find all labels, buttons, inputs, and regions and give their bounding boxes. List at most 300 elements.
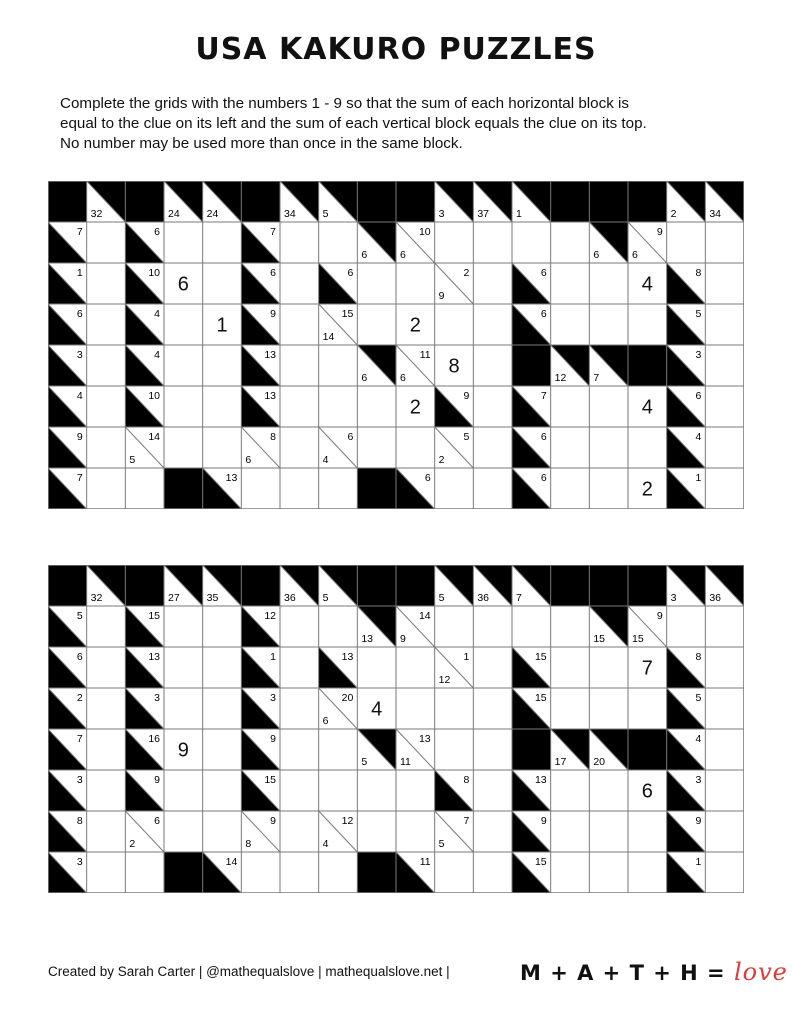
clue-cell <box>125 688 164 729</box>
clue-cell <box>48 304 87 345</box>
answer-cell[interactable] <box>667 606 706 647</box>
answer-cell[interactable] <box>473 427 512 468</box>
clue-cell <box>512 304 551 345</box>
across-clue: 8 <box>463 774 470 786</box>
down-clue: 11 <box>400 756 411 768</box>
clue-cell <box>48 647 87 688</box>
answer-cell[interactable] <box>357 770 396 811</box>
across-clue: 8 <box>270 431 276 443</box>
answer-cell[interactable] <box>473 222 512 263</box>
answer-cell[interactable] <box>667 222 706 263</box>
answer-cell[interactable] <box>512 222 551 263</box>
clue-cell <box>667 468 706 509</box>
answer-cell[interactable] <box>357 263 396 304</box>
clue-cell <box>512 263 551 304</box>
answer-cell[interactable] <box>473 729 512 770</box>
answer-cell[interactable] <box>551 647 590 688</box>
across-clue: 6 <box>76 651 83 663</box>
answer-cell[interactable] <box>164 345 203 386</box>
answer-cell[interactable] <box>589 427 628 468</box>
across-clue: 6 <box>154 815 160 827</box>
answer-cell[interactable] <box>628 852 667 893</box>
clue-cell <box>589 729 628 770</box>
clue-cell <box>473 181 512 222</box>
across-clue: 3 <box>695 349 702 361</box>
answer-cell[interactable] <box>705 770 744 811</box>
across-clue: 4 <box>76 390 83 402</box>
across-clue: 5 <box>463 431 470 443</box>
answer-cell[interactable] <box>203 304 242 345</box>
math-equals-love-logo <box>520 958 788 988</box>
answer-cell[interactable] <box>357 427 396 468</box>
clue-cell <box>357 222 396 263</box>
answer-cell[interactable] <box>203 688 242 729</box>
answer-cell[interactable] <box>551 468 590 509</box>
clue-cell <box>125 647 164 688</box>
answer-cell[interactable] <box>473 386 512 427</box>
answer-cell[interactable] <box>357 386 396 427</box>
down-clue: 5 <box>361 756 368 768</box>
answer-cell[interactable] <box>280 688 319 729</box>
across-clue: 11 <box>419 856 431 868</box>
down-clue: 2 <box>438 454 445 466</box>
answer-cell[interactable] <box>396 263 435 304</box>
clue-cell <box>241 304 280 345</box>
clue-cell <box>241 647 280 688</box>
down-clue: 9 <box>400 633 406 645</box>
down-clue: 6 <box>245 454 252 466</box>
across-clue: 11 <box>419 349 431 361</box>
clue-cell <box>125 386 164 427</box>
answer-cell[interactable] <box>125 852 164 893</box>
answer-cell[interactable] <box>551 427 590 468</box>
answer-cell[interactable] <box>319 386 358 427</box>
down-clue: 7 <box>516 592 522 604</box>
answer-cell[interactable] <box>512 606 551 647</box>
clue-cell <box>435 181 474 222</box>
answer-cell[interactable] <box>87 263 126 304</box>
clue-cell <box>48 606 87 647</box>
across-clue: 10 <box>418 226 431 238</box>
clue-cell <box>512 181 551 222</box>
clue-cell <box>48 729 87 770</box>
black-cell <box>125 181 164 222</box>
answer-cell[interactable] <box>203 729 242 770</box>
across-clue: 3 <box>76 774 83 786</box>
across-clue: 9 <box>540 815 547 827</box>
across-clue: 7 <box>76 472 83 484</box>
clue-cell <box>667 729 706 770</box>
answer-cell[interactable] <box>628 688 667 729</box>
across-clue: 10 <box>148 390 160 402</box>
black-cell <box>551 565 590 606</box>
answer-cell[interactable] <box>705 345 744 386</box>
answer-cell[interactable] <box>551 688 590 729</box>
answer-cell[interactable] <box>241 468 280 509</box>
answer-cell[interactable] <box>280 606 319 647</box>
answer-cell[interactable] <box>87 770 126 811</box>
across-clue: 13 <box>534 774 547 786</box>
answer-cell[interactable] <box>705 647 744 688</box>
answer-cell[interactable] <box>705 222 744 263</box>
answer-cell[interactable] <box>551 263 590 304</box>
down-clue: 6 <box>400 249 406 261</box>
clue-cell <box>241 606 280 647</box>
answer-cell[interactable] <box>164 688 203 729</box>
answer-cell[interactable] <box>203 811 242 852</box>
answer-cell[interactable] <box>280 427 319 468</box>
answer-cell[interactable] <box>589 647 628 688</box>
across-clue: 7 <box>540 390 547 402</box>
instructions <box>60 94 750 154</box>
answer-cell[interactable] <box>396 647 435 688</box>
answer-cell[interactable] <box>203 386 242 427</box>
across-clue: 13 <box>341 651 354 663</box>
answer-cell[interactable] <box>628 304 667 345</box>
answer-cell[interactable] <box>473 811 512 852</box>
clue-cell <box>396 222 435 263</box>
clue-cell <box>705 565 744 606</box>
answer-cell[interactable] <box>87 386 126 427</box>
answer-cell[interactable] <box>473 263 512 304</box>
answer-cell[interactable] <box>357 811 396 852</box>
answer-cell[interactable] <box>164 427 203 468</box>
black-cell <box>628 565 667 606</box>
answer-cell[interactable] <box>705 852 744 893</box>
clue-cell <box>435 565 474 606</box>
answer-cell[interactable] <box>473 606 512 647</box>
clue-cell <box>667 427 706 468</box>
answer-cell[interactable] <box>164 729 203 770</box>
answer-cell[interactable] <box>473 770 512 811</box>
answer-cell[interactable] <box>203 263 242 304</box>
across-clue: 6 <box>424 472 431 484</box>
answer-cell[interactable] <box>280 729 319 770</box>
answer-cell[interactable] <box>164 811 203 852</box>
across-clue: 4 <box>154 349 160 361</box>
answer-cell[interactable] <box>396 427 435 468</box>
clue-cell <box>48 688 87 729</box>
down-clue: 6 <box>361 372 368 384</box>
answer-cell[interactable] <box>280 386 319 427</box>
clue-cell <box>319 427 358 468</box>
down-clue: 4 <box>322 454 329 466</box>
answer-cell[interactable] <box>435 852 474 893</box>
clue-cell <box>667 565 706 606</box>
answer-cell[interactable] <box>473 688 512 729</box>
answer-cell[interactable] <box>473 304 512 345</box>
answer-cell[interactable] <box>589 688 628 729</box>
across-clue: 20 <box>341 692 354 704</box>
answer-cell[interactable] <box>589 468 628 509</box>
answer-cell[interactable] <box>628 263 667 304</box>
down-clue: 24 <box>206 208 219 220</box>
down-clue: 37 <box>477 208 490 220</box>
across-clue: 9 <box>656 610 663 622</box>
across-clue: 9 <box>656 226 663 238</box>
across-clue: 2 <box>76 692 83 704</box>
answer-cell[interactable] <box>319 345 358 386</box>
clue-cell <box>435 811 474 852</box>
answer-cell[interactable] <box>551 770 590 811</box>
answer-cell[interactable] <box>589 304 628 345</box>
answer-cell[interactable] <box>628 386 667 427</box>
answer-cell[interactable] <box>87 852 126 893</box>
instructions-line-3: No number may be used more than once in the same block. <box>60 135 463 152</box>
answer-cell[interactable] <box>473 468 512 509</box>
answer-cell[interactable] <box>551 852 590 893</box>
answer-cell[interactable] <box>280 852 319 893</box>
answer-cell[interactable] <box>396 811 435 852</box>
answer-cell[interactable] <box>705 468 744 509</box>
clue-cell <box>241 427 280 468</box>
answer-cell[interactable] <box>435 729 474 770</box>
clue-cell <box>280 181 319 222</box>
given-number: 6 <box>177 273 189 296</box>
answer-cell[interactable] <box>125 468 164 509</box>
given-number: 9 <box>177 739 189 762</box>
black-cell <box>628 345 667 386</box>
answer-cell[interactable] <box>87 468 126 509</box>
across-clue: 6 <box>76 308 83 320</box>
across-clue: 10 <box>148 267 160 279</box>
clue-cell <box>435 770 474 811</box>
instructions-line-2: equal to the clue on its left and the sum of each vertical block equals the clue on its top. <box>60 115 647 132</box>
answer-cell[interactable] <box>705 304 744 345</box>
black-cell <box>551 181 590 222</box>
clue-cell <box>396 345 435 386</box>
answer-cell[interactable] <box>589 852 628 893</box>
clue-cell <box>203 468 242 509</box>
across-clue: 1 <box>76 267 83 279</box>
answer-cell[interactable] <box>164 386 203 427</box>
answer-cell[interactable] <box>87 688 126 729</box>
down-clue: 24 <box>168 208 180 220</box>
answer-cell[interactable] <box>551 222 590 263</box>
down-clue: 5 <box>322 592 329 604</box>
clue-cell <box>203 852 242 893</box>
across-clue: 9 <box>695 815 702 827</box>
answer-cell[interactable] <box>435 345 474 386</box>
answer-cell[interactable] <box>589 386 628 427</box>
black-cell <box>357 852 396 893</box>
across-clue: 3 <box>76 856 83 868</box>
answer-cell[interactable] <box>203 647 242 688</box>
answer-cell[interactable] <box>319 852 358 893</box>
clue-cell <box>512 565 551 606</box>
across-clue: 9 <box>270 308 276 320</box>
down-clue: 12 <box>554 372 567 384</box>
across-clue: 3 <box>76 349 83 361</box>
black-cell <box>241 181 280 222</box>
clue-cell <box>667 345 706 386</box>
answer-cell[interactable] <box>705 606 744 647</box>
answer-cell[interactable] <box>280 304 319 345</box>
answer-cell[interactable] <box>203 222 242 263</box>
across-clue: 13 <box>148 651 160 663</box>
answer-cell[interactable] <box>280 811 319 852</box>
answer-cell[interactable] <box>705 729 744 770</box>
answer-cell[interactable] <box>87 304 126 345</box>
answer-cell[interactable] <box>705 263 744 304</box>
answer-cell[interactable] <box>589 263 628 304</box>
answer-cell[interactable] <box>628 647 667 688</box>
answer-cell[interactable] <box>357 688 396 729</box>
clue-cell <box>512 647 551 688</box>
clue-cell <box>125 345 164 386</box>
across-clue: 6 <box>540 267 547 279</box>
across-clue: 15 <box>534 856 547 868</box>
answer-cell[interactable] <box>705 386 744 427</box>
answer-cell[interactable] <box>280 263 319 304</box>
answer-cell[interactable] <box>705 688 744 729</box>
answer-cell[interactable] <box>280 222 319 263</box>
clue-cell <box>241 222 280 263</box>
answer-cell[interactable] <box>705 811 744 852</box>
clue-cell <box>125 770 164 811</box>
answer-cell[interactable] <box>628 811 667 852</box>
answer-cell[interactable] <box>280 345 319 386</box>
answer-cell[interactable] <box>589 811 628 852</box>
down-clue: 15 <box>632 633 644 645</box>
answer-cell[interactable] <box>473 647 512 688</box>
answer-cell[interactable] <box>705 427 744 468</box>
answer-cell[interactable] <box>87 606 126 647</box>
given-number: 4 <box>641 396 653 419</box>
down-clue: 32 <box>90 592 103 604</box>
answer-cell[interactable] <box>435 304 474 345</box>
across-clue: 12 <box>341 815 354 827</box>
clue-cell <box>512 688 551 729</box>
clue-cell <box>48 468 87 509</box>
answer-cell[interactable] <box>319 729 358 770</box>
answer-cell[interactable] <box>628 770 667 811</box>
logo-letters: M + A + T + H = <box>520 961 726 985</box>
down-clue: 4 <box>322 838 329 850</box>
clue-cell <box>241 811 280 852</box>
down-clue: 5 <box>438 838 445 850</box>
answer-cell[interactable] <box>396 304 435 345</box>
clue-cell <box>435 263 474 304</box>
clue-cell <box>241 386 280 427</box>
down-clue: 1 <box>516 208 522 220</box>
answer-cell[interactable] <box>551 304 590 345</box>
answer-cell[interactable] <box>319 222 358 263</box>
answer-cell[interactable] <box>87 647 126 688</box>
answer-cell[interactable] <box>396 770 435 811</box>
across-clue: 13 <box>225 472 238 484</box>
answer-cell[interactable] <box>357 647 396 688</box>
clue-cell <box>241 770 280 811</box>
clue-cell <box>396 606 435 647</box>
across-clue: 8 <box>76 815 83 827</box>
answer-cell[interactable] <box>435 222 474 263</box>
across-clue: 14 <box>418 610 431 622</box>
answer-cell[interactable] <box>589 770 628 811</box>
clue-cell <box>473 565 512 606</box>
black-cell <box>396 565 435 606</box>
clue-cell <box>87 181 126 222</box>
black-cell <box>357 181 396 222</box>
answer-cell[interactable] <box>435 688 474 729</box>
answer-cell[interactable] <box>87 427 126 468</box>
answer-cell[interactable] <box>628 427 667 468</box>
across-clue: 13 <box>418 733 431 745</box>
black-cell <box>125 565 164 606</box>
answer-cell[interactable] <box>164 263 203 304</box>
answer-cell[interactable] <box>203 606 242 647</box>
across-clue: 15 <box>148 610 160 622</box>
page-title: USA KAKURO PUZZLES <box>195 32 597 67</box>
answer-cell[interactable] <box>164 304 203 345</box>
across-clue: 15 <box>534 651 547 663</box>
answer-cell[interactable] <box>164 647 203 688</box>
answer-cell[interactable] <box>396 688 435 729</box>
answer-cell[interactable] <box>164 606 203 647</box>
given-number: 1 <box>216 314 228 337</box>
answer-cell[interactable] <box>203 770 242 811</box>
clue-cell <box>48 345 87 386</box>
answer-cell[interactable] <box>319 468 358 509</box>
clue-cell <box>512 770 551 811</box>
answer-cell[interactable] <box>164 770 203 811</box>
answer-cell[interactable] <box>203 345 242 386</box>
answer-cell[interactable] <box>319 606 358 647</box>
clue-cell <box>667 647 706 688</box>
clue-cell <box>319 565 358 606</box>
answer-cell[interactable] <box>280 468 319 509</box>
answer-cell[interactable] <box>280 770 319 811</box>
answer-cell[interactable] <box>87 222 126 263</box>
clue-cell <box>667 386 706 427</box>
answer-cell[interactable] <box>87 345 126 386</box>
down-clue: 6 <box>400 372 406 384</box>
answer-cell[interactable] <box>87 811 126 852</box>
answer-cell[interactable] <box>280 647 319 688</box>
answer-cell[interactable] <box>628 468 667 509</box>
across-clue: 4 <box>154 308 160 320</box>
answer-cell[interactable] <box>241 852 280 893</box>
credit-text: Created by Sarah Carter | @mathequalslove | mathequalslove.net | <box>48 964 450 979</box>
answer-cell[interactable] <box>357 304 396 345</box>
down-clue: 9 <box>438 290 445 302</box>
answer-cell[interactable] <box>87 729 126 770</box>
answer-cell[interactable] <box>473 345 512 386</box>
answer-cell[interactable] <box>551 811 590 852</box>
clue-cell <box>48 770 87 811</box>
answer-cell[interactable] <box>435 468 474 509</box>
across-clue: 6 <box>347 267 354 279</box>
answer-cell[interactable] <box>551 606 590 647</box>
answer-cell[interactable] <box>396 386 435 427</box>
kakuro-svg <box>48 181 744 509</box>
clue-cell <box>667 770 706 811</box>
clue-cell <box>125 606 164 647</box>
answer-cell[interactable] <box>473 852 512 893</box>
answer-cell[interactable] <box>435 606 474 647</box>
clue-cell <box>357 729 396 770</box>
clue-cell <box>667 304 706 345</box>
black-cell <box>589 181 628 222</box>
clue-cell <box>48 427 87 468</box>
across-clue: 7 <box>270 226 276 238</box>
answer-cell[interactable] <box>203 427 242 468</box>
answer-cell[interactable] <box>551 386 590 427</box>
answer-cell[interactable] <box>319 770 358 811</box>
answer-cell[interactable] <box>164 222 203 263</box>
clue-cell <box>241 688 280 729</box>
down-clue: 2 <box>129 838 136 850</box>
